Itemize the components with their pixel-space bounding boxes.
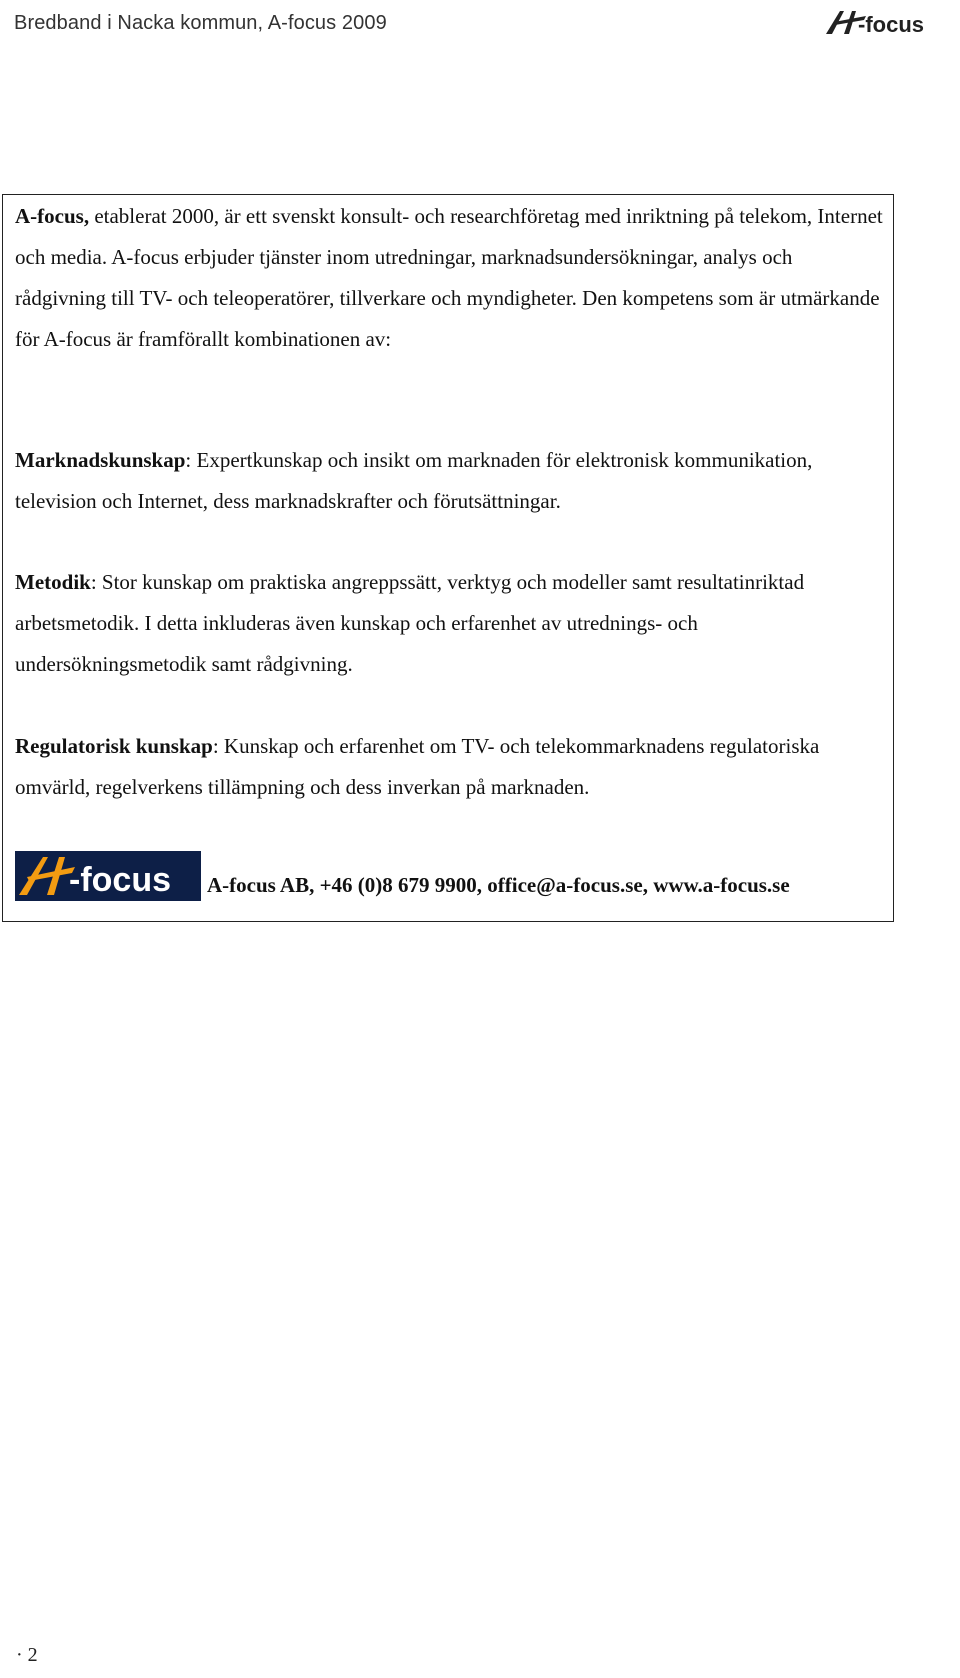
document-title: Bredband i Nacka kommun, A-focus 2009: [14, 12, 387, 34]
competence-market-paragraph: [15, 440, 887, 522]
competence-regulatory-paragraph: [15, 726, 887, 808]
contact-info: A-focus AB, +46 (0)8 679 9900, office@a-focus.se, www.a-focus.se: [207, 873, 790, 897]
competence-text: : Expertkunskap och insikt om marknaden för elektronisk kommunikation, television och Internet, dess marknadskrafter och förutsättningar.: [15, 448, 813, 513]
competence-method-paragraph: [15, 562, 887, 685]
a-focus-logo-banner: [15, 851, 201, 901]
a-focus-logo: [824, 8, 960, 38]
svg-text:-focus: -focus: [69, 861, 171, 899]
page-header: [14, 8, 960, 42]
page-number: · 2: [16, 1644, 38, 1666]
company-info-box: [2, 194, 894, 922]
intro-paragraph: [15, 196, 887, 360]
intro-text: etablerat 2000, är ett svenskt konsult- och researchföretag med inriktning på telekom, Internet och media. A-focus erbjuder tjänster inom utredningar, marknadsundersökningar, analys och rådgivning till TV- och teleoperatörer, tillverkare och myndigheter. Den kompetens som är utmärkande för A-focus är framförallt kombinationen av:: [15, 204, 883, 351]
page-number-value: 2: [27, 1644, 38, 1666]
svg-text:-focus: -focus: [858, 12, 924, 37]
competence-text: : Stor kunskap om praktiska angreppssätt, verktyg och modeller samt resultatinriktad arbetsmetodik. I detta inkluderas även kunskap och erfarenhet av utrednings- och undersökningsmetodik samt rådgivning.: [15, 570, 805, 676]
competence-term: Metodik: [15, 570, 91, 594]
competence-text: : Kunskap och erfarenhet om TV- och telekommarknadens regulatoriska omvärld, regelverkens tillämpning och dess inverkan på marknaden.: [15, 734, 820, 799]
competence-term: Regulatorisk kunskap: [15, 734, 213, 758]
competence-term: Marknadskunskap: [15, 448, 186, 472]
contact-footer: [15, 851, 887, 903]
intro-lead: A-focus,: [15, 204, 90, 228]
